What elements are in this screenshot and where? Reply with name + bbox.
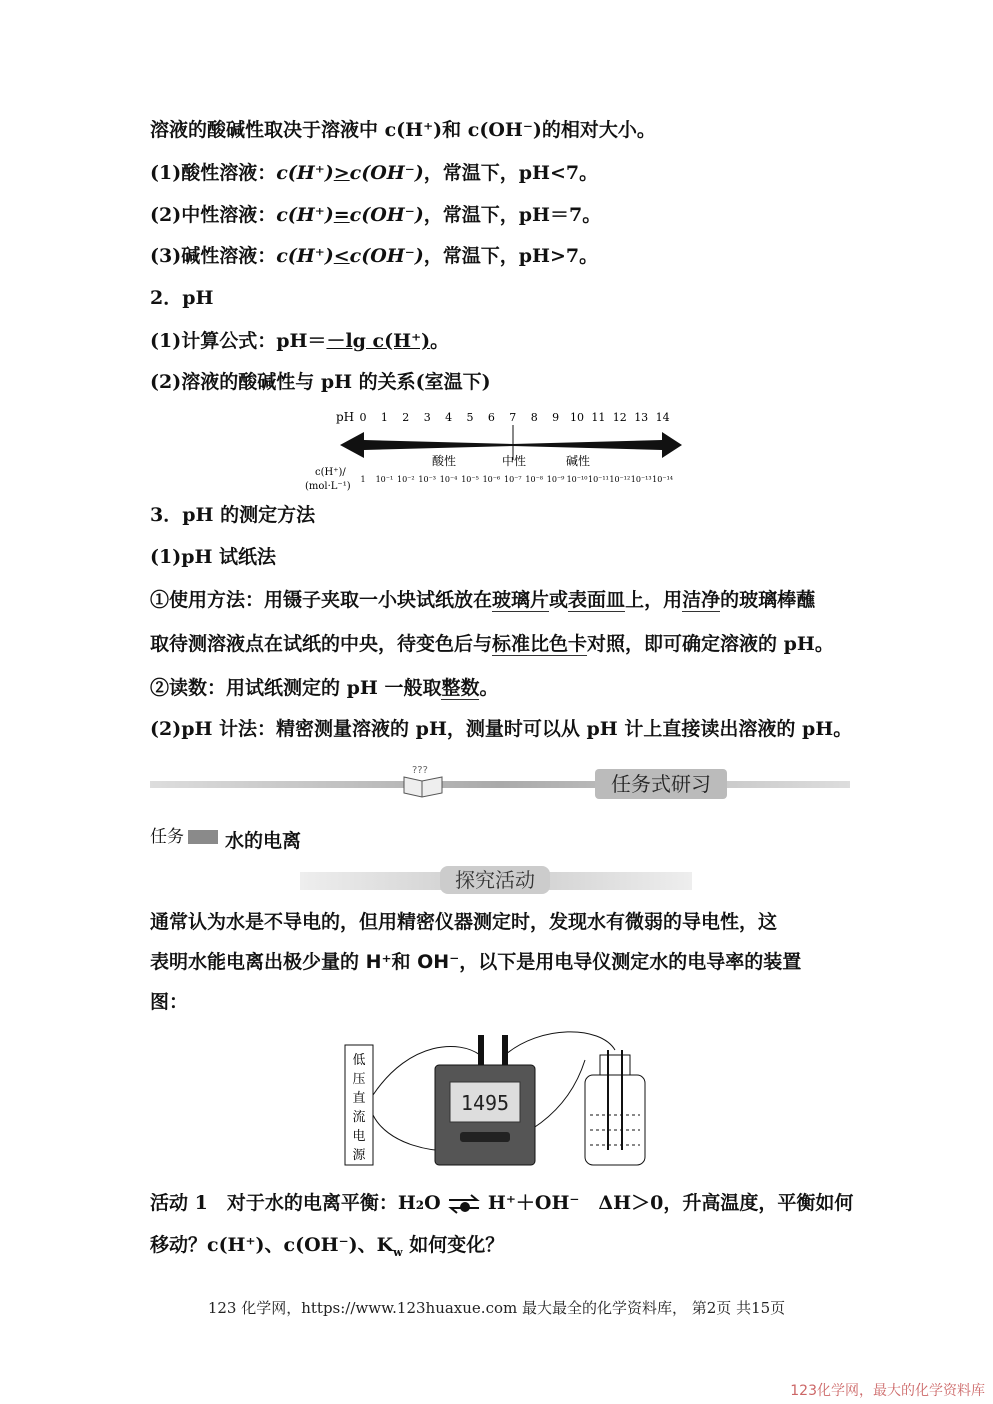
watermark: 123化学网，最大的化学资料库 [790,1383,985,1399]
conc-tick: 10⁻¹² [609,475,631,484]
formula-post: 。 [430,330,450,352]
neutral-line [150,202,601,228]
para-line-3: 图： [150,991,189,1013]
conductivity-apparatus [340,1020,660,1170]
section-2-heading: 2．pH [150,287,214,309]
reading-integer: 整数 [441,677,480,699]
ph-tick: 10 [570,411,584,424]
ph-tick: 5 [466,411,474,424]
ph-tick: 1 [380,411,388,424]
method-2-line: (2)pH 计法：精密测量溶液的 pH，测量时可以从 pH 计上直接读出溶液的 pH。 [150,718,853,740]
conc-tick: 10⁻² [396,475,415,484]
use-text: 或 [549,589,569,611]
conc-tick: 1 [360,475,366,484]
ph-tick: 4 [445,411,453,424]
item-c2: c(OH⁻) [349,162,424,184]
formula-value: －lg c(H⁺) [326,330,431,352]
ph-tick: 3 [423,411,431,424]
conc-tick: 10⁻⁴ [439,475,458,484]
section-3-heading: 3．pH 的测定方法 [150,504,316,526]
equilibrium-arrow-icon [447,1194,481,1214]
conc-tick: 10⁻⁹ [546,475,565,484]
base-label: 碱性 [566,454,591,468]
power-source-label: 低压直流电源 [352,1053,366,1163]
use-text: 的玻璃棒蘸 [720,589,816,611]
intro-text: 溶液的酸碱性取决于溶液中 c(H⁺)和 c(OH⁻)的相对大小。 [150,119,656,141]
use-method-line-2 [150,631,834,657]
wire-right [505,1032,615,1055]
use-text: 上，用 [625,589,683,611]
method-1-heading: (1)pH 试纸法 [150,546,277,568]
item-c2: c(OH⁻) [349,245,424,267]
banner-title: 任务式研习 [595,769,727,799]
item-pre: (3)碱性溶液： [150,245,277,267]
ph-tick: 13 [634,411,649,424]
item-post: ，常温下，pH<7。 [423,162,599,184]
page-footer: 123 化学网，https://www.123huaxue.com 最大最全的化学资料库， 第2页 共15页 [207,1299,786,1317]
bottle-body [585,1075,645,1165]
para-line-2: 表明水能电离出极少量的 H⁺和 OH⁻，以下是用电导仪测定水的电导率的装置 [150,951,802,973]
use-text: ①使用方法：用镊子夹取一小块试纸放在 [150,589,493,611]
conc-tick: 10⁻⁸ [525,475,544,484]
conc-tick: 10⁻³ [418,475,437,484]
acidic-line [150,160,598,186]
meter-reading: 1495 [460,1091,510,1115]
activity-banner [300,868,692,892]
meter-logo [460,1132,510,1142]
use-method-line-1 [150,587,815,613]
reading-line [150,675,499,701]
ph-label: pH [336,410,355,424]
use-text: 取待测溶液点在试纸的中央，待变色后与 [150,633,493,655]
book-icon [400,763,446,799]
item-pre: (2)中性溶液： [150,204,277,226]
basic-line [150,243,598,269]
kw-subscript: w [393,1245,403,1259]
conc-tick: 10⁻¹⁰ [566,475,588,484]
formula-line [150,328,449,354]
item-post: ，常温下，pH>7。 [423,245,599,267]
item-rel: > [333,162,350,184]
acid-label: 酸性 [432,454,457,468]
ph-tick: 0 [359,411,367,424]
ph-tick: 7 [509,411,517,424]
ph-tick: 2 [402,411,410,424]
reading-text: 。 [479,677,499,699]
activity-text: 移动？c(H⁺)、c(OH⁻)、K [150,1234,394,1256]
item-c2: c(OH⁻) [349,204,424,226]
conc-tick: 10⁻⁷ [503,475,522,484]
task-tag [150,822,218,847]
conc-tick: 10⁻⁶ [482,475,501,484]
para-line-1: 通常认为水是不导电的，但用精密仪器测定时，发现水有微弱的导电性，这 [150,911,778,933]
bottle-neck [600,1055,630,1075]
ph-tick: 6 [487,411,495,424]
reading-text: ②读数：用试纸测定的 pH 一般取 [150,677,442,699]
conc-tick: 10⁻⁵ [461,475,479,484]
ph-scale-diagram [300,405,700,495]
task-label: 任务 [150,827,184,847]
item-post: ，常温下，pH＝7。 [423,204,602,226]
item-c1: c(H⁺) [276,204,334,226]
activity-text: 如何变化？ [402,1234,505,1256]
formula-pre: (1)计算公式：pH＝ [150,330,327,352]
neutral-label: 中性 [502,454,527,468]
conc-tick: 10⁻¹³ [630,475,652,484]
activity-banner-title: 探究活动 [440,866,550,894]
task-badge [188,830,218,844]
ph-tick: 11 [591,411,606,424]
activity-text: H⁺＋OH⁻ ΔH＞0，升高温度，平衡如何 [487,1192,854,1214]
probe-left [478,1035,484,1065]
item-rel: = [333,204,350,226]
item-rel: < [333,245,350,267]
ph-tick: 14 [655,411,670,424]
conc-tick: 10⁻¹⁴ [652,475,674,484]
item-pre: (1)酸性溶液： [150,162,277,184]
task-title: 水的电离 [225,830,302,852]
activity-1-line-1 [150,1190,853,1216]
item-c1: c(H⁺) [276,245,334,267]
conc-tick: 10⁻¹ [375,475,394,484]
use-clean: 洁净 [682,589,721,611]
use-watch-glass: 表面皿 [568,589,626,611]
ph-tick: 12 [612,411,627,424]
use-glass-slide: 玻璃片 [492,589,550,611]
activity-text: 活动 1 对于水的电离平衡：H₂O [150,1192,441,1214]
conc-label-2: (mol·L⁻¹) [305,481,351,492]
relation-line: (2)溶液的酸碱性与 pH 的关系(室温下) [150,371,491,393]
ph-tick: 8 [530,411,538,424]
svg-text:???: ??? [412,765,428,776]
conc-tick: 10⁻¹¹ [587,475,609,484]
item-c1: c(H⁺) [276,162,334,184]
activity-1-line-2 [150,1232,504,1266]
probe-right [502,1035,508,1065]
conc-label-1: c(H⁺)/ [315,467,346,478]
use-color-chart: 标准比色卡 [492,633,588,655]
section-banner [150,765,850,797]
ph-tick: 9 [552,411,560,424]
use-text: 对照，即可确定溶液的 pH。 [587,633,834,655]
